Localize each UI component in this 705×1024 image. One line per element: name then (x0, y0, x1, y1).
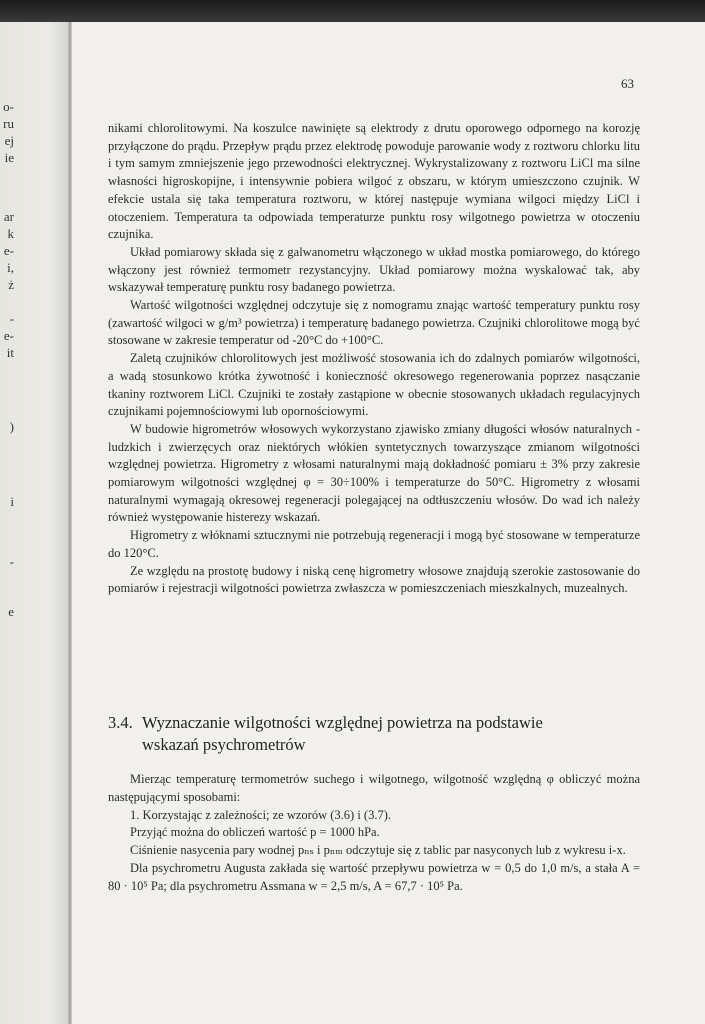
body-text (108, 120, 640, 598)
adjacent-page-fragment: e- (3, 244, 14, 258)
page-number: 63 (621, 76, 634, 91)
paragraph-3: Wartość wilgotności względnej odczytuje się z nomogramu znając wartość temperatury punktu rosy (zawartość wilgoci w g/m³ powietrza) i temperaturę badanego powietrza. Czujniki chlorolitowe mogą być stosowane w zakresie temperatur od -20°C do +100°C. (108, 298, 640, 348)
paragraph-1: nikami chlorolitowymi. Na koszulce nawinięte są elektrody z drutu oporowego odpornego na korozję przyłączone do prądu. Przepływ prądu przez elektrodę powoduje parowanie wody z roztworu chlorku litu i tym samym zmniejszenie jego przewodności elektrycznej. Wykrystalizowany z roztworu LiCl ma silne własności higroskopijne, i intensywnie pobiera wilgoć z obszaru, w którym umieszczono czujnik. W efekcie ustala się taka temperatura roztworu, w której następuje wymiana wilgoci między LiCl i otoczeniem. Temperatura ta odpowiada temperaturze punktu rosy wilgotnego powietrza w otoczeniu czujnika. (108, 121, 640, 242)
adjacent-page-fragment: i (10, 495, 14, 509)
section-paragraph-3: Przyjąć można do obliczeń wartość p = 1000 hPa. (130, 825, 380, 840)
section-title-line1: Wyznaczanie wilgotności względnej powietrza na podstawie (142, 713, 543, 732)
adjacent-page-fragment: it (6, 346, 14, 360)
section-paragraph-1: Mierząc temperaturę termometrów suchego i wilgotnego, wilgotność względną φ obliczyć można następującymi sposobami: (108, 772, 640, 804)
section-body-text (108, 771, 640, 896)
scan-top-edge (0, 0, 705, 22)
book-spine (68, 22, 72, 1024)
paragraph-2: Układ pomiarowy składa się z galwanometru włączonego w układ mostka pomiarowego, do którego włączony jest również termometr rezystancyjny. Układ pomiarowy można wyskalować tak, aby wskazywał temperaturę punktu rosy badanego powietrza. (108, 244, 640, 295)
adjacent-page-fragment: ) (9, 420, 14, 434)
section-title-line2: wskazań psychrometrów (142, 735, 306, 754)
adjacent-page-fragment: ar (3, 210, 14, 224)
adjacent-page-fragment: e- (3, 329, 14, 343)
adjacent-page-fragment: k (7, 227, 14, 241)
adjacent-page-fragment: i, (7, 261, 14, 275)
section-paragraph-4: Ciśnienie nasycenia pary wodnej pₙₛ i pₙₘ odczytuje się z tablic par nasyconych lub z wykresu i-x. (130, 843, 626, 858)
section-heading (108, 712, 640, 756)
adjacent-page-fragment: ie (4, 151, 14, 165)
section-number: 3.4. (108, 713, 133, 732)
adjacent-page-fragment: - (9, 312, 14, 326)
section-paragraph-5: Dla psychrometru Augusta zakłada się wartość przepływu powietrza w = 0,5 do 1,0 m/s, a stała A = 80 · 10⁵ Pa; dla psychrometru Assmana w = 2,5 m/s, A = 67,7 · 10⁵ Pa. (108, 860, 640, 893)
adjacent-page-fragment: ż (8, 278, 14, 292)
paragraph-6: Higrometry z włóknami sztucznymi nie potrzebują regeneracji i mogą być stosowane w temperaturze do 120°C. (108, 528, 640, 560)
adjacent-page-fragment: ej (4, 134, 14, 148)
paragraph-5: W budowie higrometrów włosowych wykorzystano zjawisko zmiany długości włosów naturalnych - ludzkich i zwierzęcych oraz niektórych włókien syntetycznych towarzyszące zmianom wilgotności względnej powietrza. Higrometry z włosami naturalnymi mają dokładność pomiaru ± 3% przy zakresie pomiarowym wilgotności względnej φ = 30÷100% i temperaturze do 50°C. Higrometry z włosami naturalnymi wymagają okresowej regeneracji polegającej na odtłuszczeniu włosów. Do wad ich należy również występowanie histerezy wskazań. (108, 421, 640, 525)
adjacent-page-fragment: ru (3, 117, 14, 131)
adjacent-page-fragment: - (9, 555, 14, 569)
paragraph-7: Ze względu na prostotę budowy i niską cenę higrometry włosowe znajdują szerokie zastosowanie do pomiarów i rejestracji wilgotności powietrza zwłaszcza w pomieszczeniach mieszkalnych, muzealnych. (108, 563, 640, 596)
adjacent-page (0, 22, 70, 1024)
adjacent-page-fragment: e (8, 605, 14, 619)
paragraph-4: Zaletą czujników chlorolitowych jest możliwość stosowania ich do zdalnych pomiarów wilgotności, a wadą stosunkowo krótka żywotność i konieczność okresowego regenerowania poprzez nasączanie tkaniny roztworem LiCl. Czujniki te zostały zastąpione w obecnie stosowanych układach regulacyjnych czujnikami pojemnościowymi lub opornościowymi. (108, 351, 640, 419)
adjacent-page-fragment: o- (3, 100, 14, 114)
section-paragraph-2: 1. Korzystając z zależności; ze wzorów (3.6) i (3.7). (130, 807, 391, 822)
